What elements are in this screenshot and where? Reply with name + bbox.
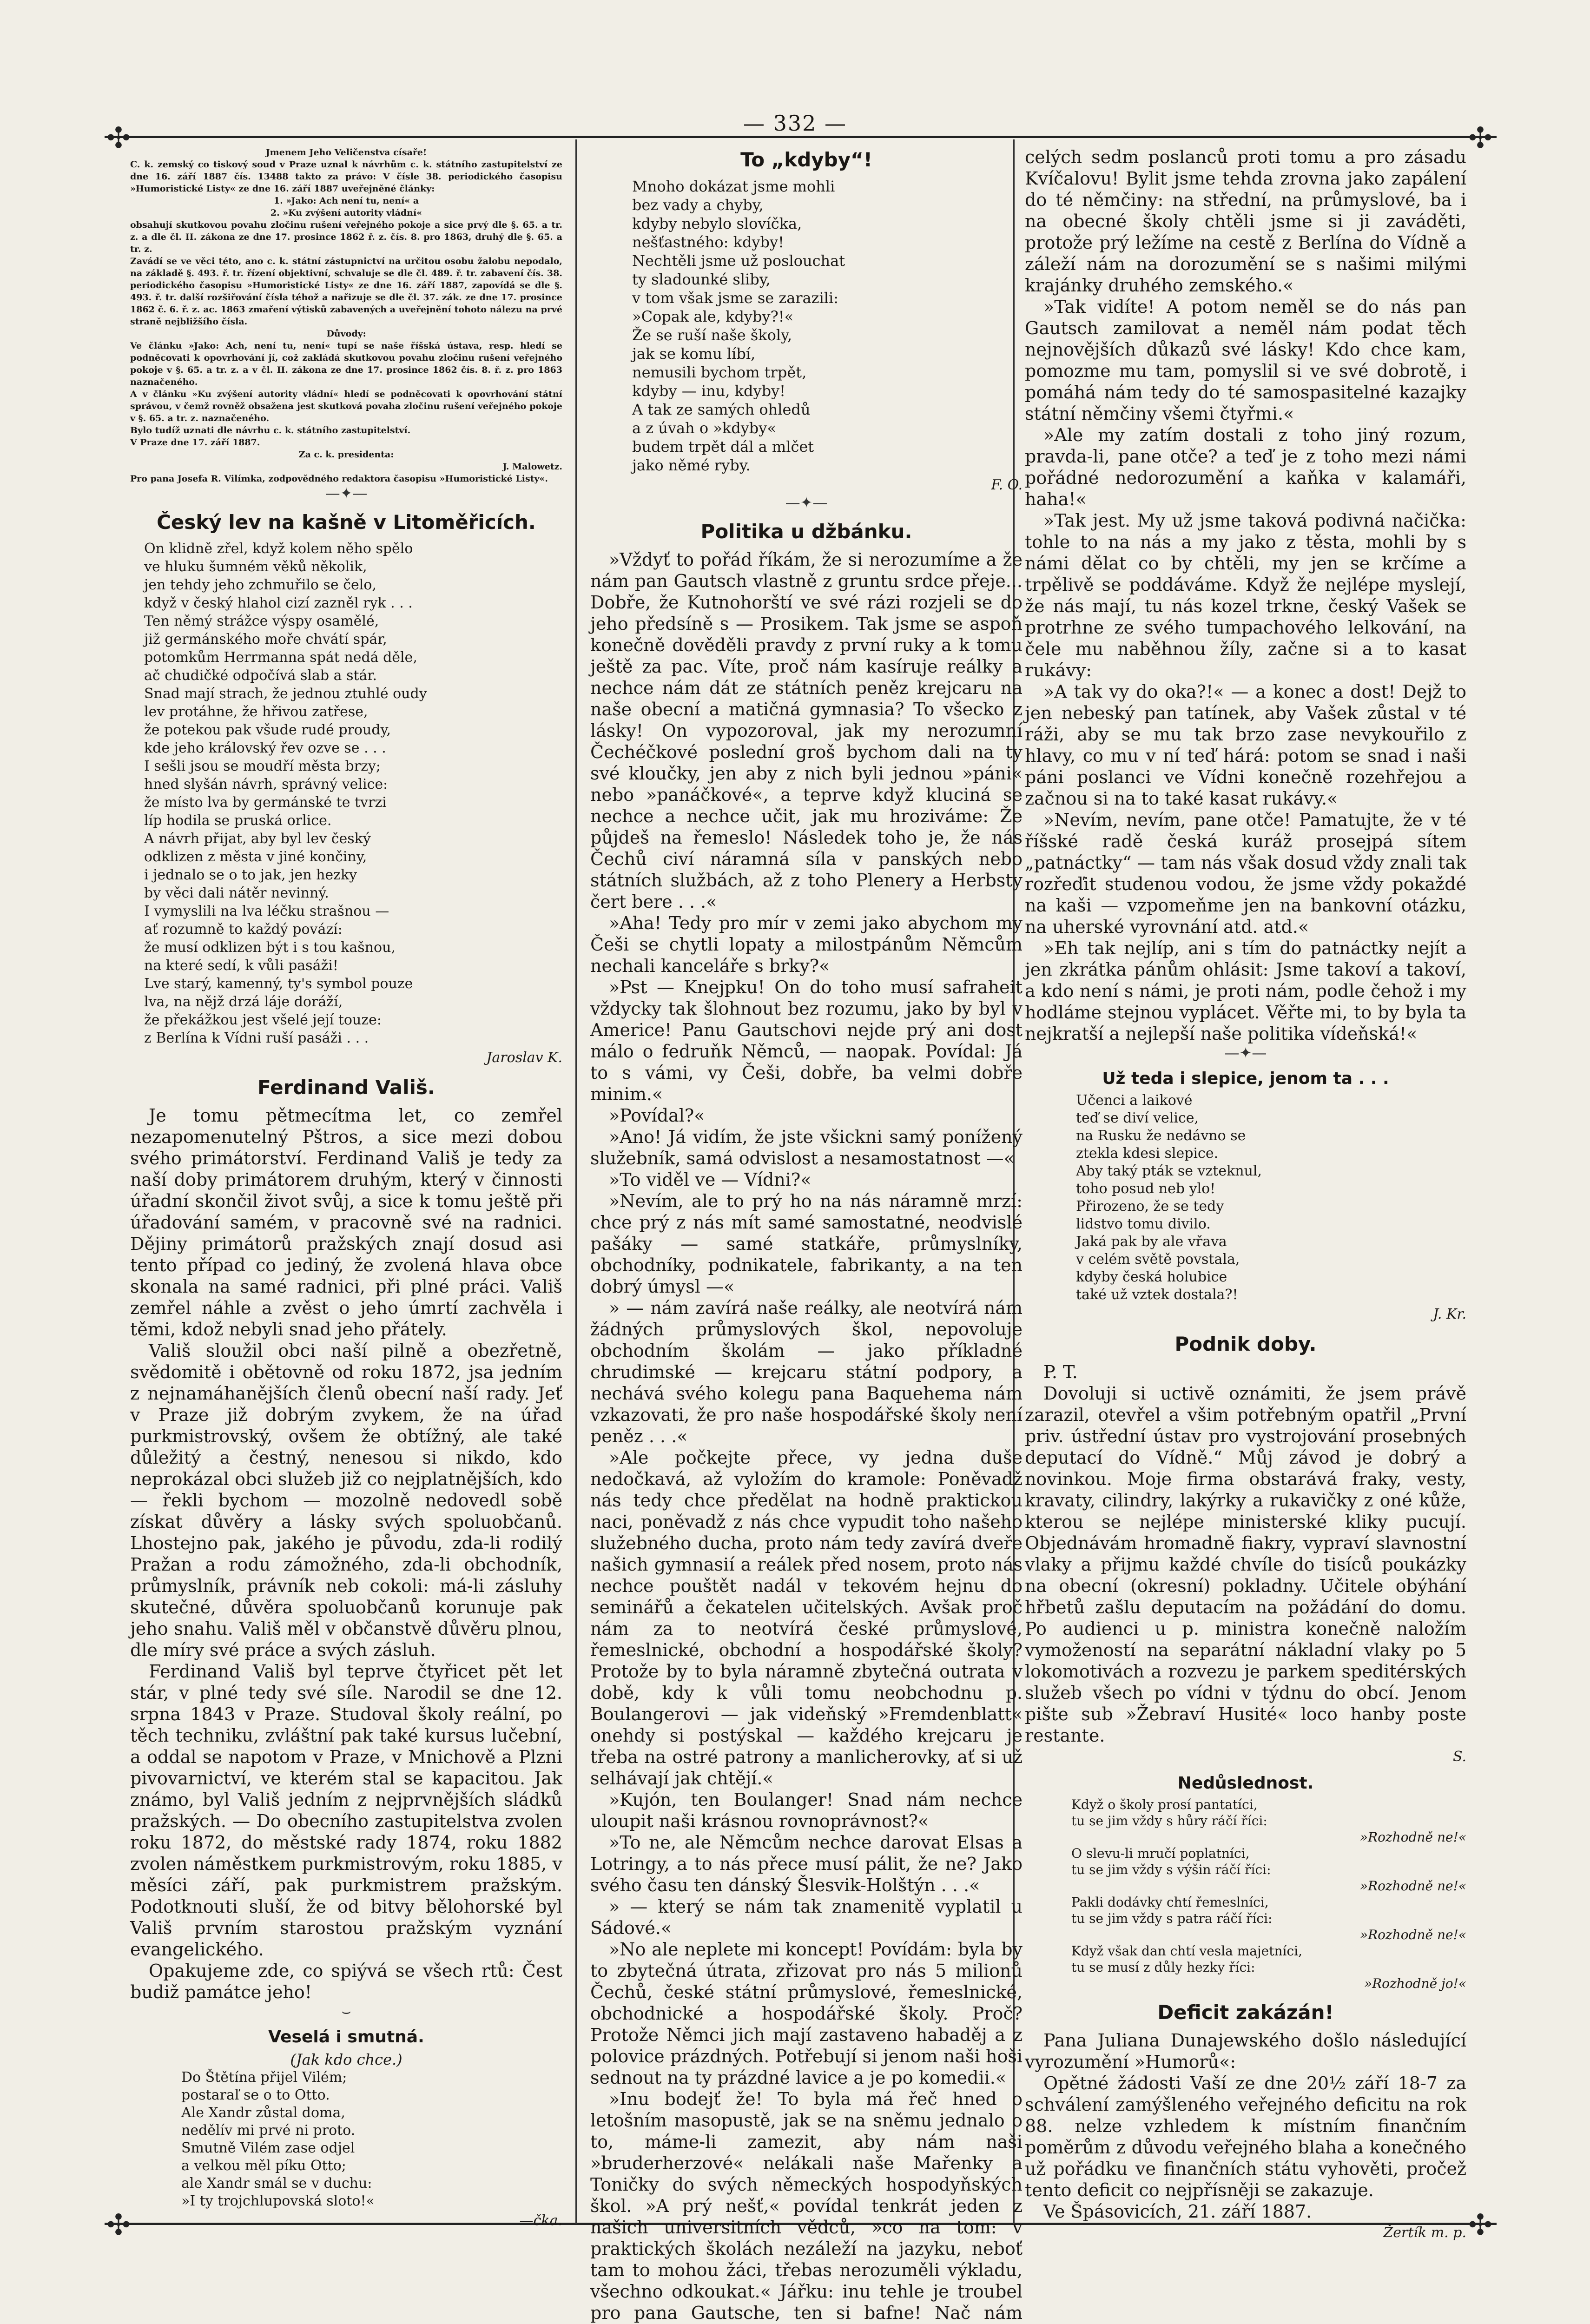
poem-line: tu se jim vždy s hůry ráčí říci:	[1071, 1813, 1267, 1829]
notice-paragraph: C. k. zemský co tiskový soud v Praze uznal k návrhům c. k. státního zastupitelství ze dne 16. září 1887 čís. 13488 takto za právo: V čísle 38. periodického časopisu »Humoristické Listy« ze dne 16. září 1887 uveřejněné články:	[130, 159, 562, 194]
article-title: To „kdyby“!	[740, 148, 872, 171]
poem-line: že potekou pak všude rudé proudy,	[144, 722, 391, 738]
poem-line: On klidně zřel, když kolem něho spělo	[144, 541, 413, 557]
paragraph: »Povídal?«	[609, 1105, 705, 1126]
paragraph: »Aha! Tedy pro mír v zemi jako abychom my Češi se chytli lopaty a milostpánům Němcům nechali kanceláře s brky?«	[590, 913, 1023, 976]
poem-line: A tak ze samých ohledů	[632, 401, 811, 418]
poem-refrain: »Rozhodně ne!«	[1359, 1878, 1466, 1894]
court-notice	[130, 146, 562, 485]
paragraph: »Ano! Já vidím, že jste všickni samý ponížený služebník, samá odvislost a nesamostatnost —«	[590, 1127, 1023, 1169]
paragraph: »To ne, ale Němcům nechce darovat Elsas a Lotringy, a to nás přece musí pálit, že ne? Jako svého času ten dánský Šlesvik-Holštýn . . .«	[590, 1832, 1023, 1895]
notice-paragraph: Ve článku »Jako: Ach, není tu, není« tupí se naše říšská ústava, resp. hledí se podněcovati k opovrhování jí, což zakládá skutkovou povahu zločinu rušení veřejného pokoje v §. 65. a tr. z. a v čl. II. zákona ze dne 17. prosince 1862 čís. 8. ř. z. pro 1863 naznačeného.	[130, 341, 562, 387]
paragraph: »Kujón, ten Boulanger! Snad nám nechce uloupit naši krásnou rovnoprávnost?«	[590, 1789, 1023, 1831]
poem-line: A návrh přijat, aby byl lev český	[144, 831, 371, 847]
poem-subtitle: (Jak kdo chce.)	[290, 2051, 402, 2068]
poem-line: líp hodila se pruská orlice.	[144, 812, 332, 829]
article-title: Už teda i slepice, jenom ta . . .	[1102, 1069, 1389, 1088]
article-title: Ferdinand Vališ.	[257, 1076, 435, 1099]
poem	[632, 177, 1023, 475]
notice-signature: J. Malowetz.	[502, 462, 562, 472]
poem-line: a z úvah o »kdyby«	[632, 419, 776, 437]
corner-ornament-icon: ✣	[1468, 121, 1492, 155]
paragraph: » — nám zavírá naše reálky, ale neotvírá nám žádných průmyslových škol, nepovoluje obchodním školám — jako příkladné chrudimské — krejcaru státní podpory, a nechává svého kolegu pana Baquehema nám vzkazovati, že pro naše hospodářské školy není peněz . . .«	[590, 1298, 1023, 1446]
poem-line: Přirozeno, že se tedy	[1076, 1198, 1224, 1215]
poem-line: Ale Xandr zůstal doma,	[181, 2105, 345, 2121]
poem-line: jen tehdy jeho zchmuřilo se čelo,	[144, 577, 376, 593]
signature: S.	[1452, 1749, 1466, 1765]
poem-line: ztekla kdesi slepice.	[1076, 1145, 1219, 1162]
poem-line: kdyby nebylo slovíčka,	[632, 215, 802, 232]
poem-line: postaraľ se o to Otto.	[181, 2087, 330, 2103]
article-title: Podnik doby.	[1174, 1333, 1317, 1355]
poem-line: z Berlína k Vídni ruší pasáži . . .	[144, 1030, 369, 1046]
paragraph: celých sedm poslanců proti tomu a pro zásadu Kvíčalovu! Bylit jsme tehda zrovna jako zapálení do té němčiny: na střední, na průmyslové, ba i na obecné školy chtěli jsme si ji zaváděti, protože prý ležíme na cestě z Berlína do Vídně a záleží nám na dorozumění se s našimi milými krajánky druhého zemského.«	[1025, 147, 1466, 296]
poem-line: v celém světě povstala,	[1076, 1251, 1240, 1268]
poem-author: J. Kr.	[1433, 1306, 1466, 1322]
poem-line: v tom však jsme se zarazili:	[632, 289, 839, 307]
poem	[181, 2069, 562, 2210]
paragraph: Opakujeme zde, co spiývá se všech rtů: Čest budiž památce jeho!	[130, 1961, 562, 2002]
paragraph: Pana Juliana Dunajewského došlo následující vyrozumění »Humorů«:	[1025, 2030, 1466, 2072]
poem	[1071, 1796, 1466, 1992]
poem-line: tu se jim vždy s patra ráčí říci:	[1071, 1911, 1273, 1926]
poem	[1076, 1092, 1466, 1304]
poem-line: nedělív mi prvé ni proto.	[181, 2122, 356, 2139]
poem-line: ve hluku šumném věků několik,	[144, 559, 367, 575]
notice-paragraph: A v článku »Ku zvýšení autority vládní« hledí se podněcovati k opovrhování státní správou, v čemž rovněž obsažena jest skutková povaha zločinu rušení veřejného pokoje v §. 65. a tr. z. naznačeného.	[130, 389, 562, 423]
notice-paragraph: Bylo tudíž uznati dle návrhu c. k. státního zastupitelství.	[130, 425, 411, 436]
column-right	[1025, 146, 1466, 2241]
poem-line: když v český hlahol cizí zazněl ryk . . .	[144, 595, 413, 611]
article-title: Politika u džbánku.	[700, 520, 912, 543]
separator-ornament-icon: —✦—	[325, 484, 368, 502]
poem-refrain: »Rozhodně ne!«	[1359, 1927, 1466, 1942]
paragraph: »A tak vy do oka?!« — a konec a dost! Dejž to jen nebeský pan tatínek, aby Vašek zůstal v té ráži, aby se mu tak brzo zase nevykouřilo z hlavy, co mu v ní teď hárá: potom se snad i naši páni poslanci ve Vídni konečně rozehřejou a začnou si na to také kasat rukávy.«	[1025, 681, 1466, 809]
article-title: Deficit zakázán!	[1157, 2001, 1334, 2024]
article-body	[590, 549, 1023, 2324]
paragraph: »To viděl ve — Vídni?«	[609, 1169, 811, 1190]
separator-ornament-icon: —✦—	[1224, 1044, 1267, 1062]
poem-author: Jaroslav K.	[486, 1050, 562, 1066]
poem-line: teď se diví velice,	[1076, 1110, 1199, 1126]
poem-line: ať rozumně to každý povází:	[144, 921, 343, 938]
poem-line: i jednalo se o to jak, jen hezky	[144, 867, 357, 883]
column-left	[130, 146, 562, 2229]
poem-line: tu se musí z důly hezky říci:	[1071, 1960, 1255, 1975]
notice-paragraph: Pro pana Josefa R. Vilímka, zodpovědného redaktora časopisu »Humoristické Listy«.	[130, 474, 548, 484]
top-rule	[105, 136, 1497, 138]
poem-line: Když však dan chtí vesla majetníci,	[1071, 1943, 1303, 1959]
poem-line: na které sedí, k vůli pasáži!	[144, 957, 338, 974]
paragraph: Ferdinand Vališ byl teprve čtyřicet pět let stár, v plné tedy své síle. Narodil se dne 12. srpna 1843 v Praze. Studoval školy reální, po těch techniku, zvláštní pak také kursus lučební, a oddal se napotom v Praze, v Mnichově a Plzni pivovarnictví, ve kterém stal se kapacitou. Jak známo, byl Vališ jedním z nejprvnějších sládků pražských. — Do obecního zastupitelstva zvolen roku 1872, do městské rady 1874, roku 1882 zvolen náměstkem purkmistrovým, roku 1885, v měsíci září, pak purkmistrem pražským. Podotknouti sluší, že od bitvy bělohorské byl Vališ prvním starostou pražským vyznání evangelického.	[130, 1661, 562, 1960]
poem-author: —čka.	[519, 2212, 562, 2229]
poem-line: a velkou měl píku Otto;	[181, 2158, 346, 2174]
poem-line: Jaká pak by ale vřava	[1076, 1234, 1227, 1250]
poem-line: bez vady a chyby,	[632, 196, 764, 214]
poem-line: I vymyslili na lva léčku strašnou —	[144, 903, 389, 919]
column-middle	[590, 146, 1023, 2323]
poem-refrain: »Rozhodně ne!«	[1359, 1829, 1466, 1845]
poem-line: kdyby — inu, kdyby!	[632, 382, 786, 400]
poem-line: Aby taký pták se vzteknul,	[1076, 1163, 1262, 1179]
poem-line: nemusili bychom trpět,	[632, 363, 807, 381]
poem-line: lev protáhne, že hřivou zatřese,	[144, 704, 368, 720]
page-number: — 332 —	[743, 111, 847, 136]
notice-paragraph: obsahují skutkovou povahu zločinu rušení veřejného pokoje a sice prvý dle §. 65. a tr. z. a dle čl. II. zákona ze dne 17. prosince 1862 ř. z. čís. 8. pro 1863, druhý dle §. 65. a tr. z.	[130, 220, 562, 254]
poem-line: Smutně Vilém zase odjel	[181, 2140, 355, 2156]
paragraph: »Inu bodejť že! To byla má řeč hned o letošním masopustě, jak se na sněmu jednalo o to, máme-li zamezit, aby nám naši »bruderherzové« nelákali naše Mařenky a Toničky do svých německých hospodyňských škol. »A prý nešť,« povídal tenkrát jeden z našich universitních vědců, »co na tom: v praktických školách nezáleží na jazyku, neboť tam to mohou žáci, třebas nerozuměli výkladu, všechno odkoukat.« Jářku: inu tehle je troubel pro pana Gautsche, ten si bafne! Nač nám	[590, 2089, 1023, 2323]
corner-ornament-icon: ✣	[106, 2208, 131, 2242]
paragraph: »No ale neplete mi koncept! Povídám: byla by to zbytečná útrata, zřizovat pro nás 5 milionů Čechů, české státní průmyslové, řemeslnické, obchodnické a hospodářské školy. Proč? Protože Němci jich mají zastaveno habaděj a z polovice prázdných. Potřebují si jenom naši hoši sednout na ty prázdné lavice a je po komedii.«	[590, 1939, 1023, 2088]
poem-line: Snad mají strach, že jednou ztuhlé oudy	[144, 686, 427, 702]
poem-line: potomkům Herrmanna spát nedá děle,	[144, 649, 417, 666]
article-body-continued	[1025, 146, 1466, 1044]
poem-author: F. O.	[991, 477, 1023, 493]
paragraph: »Vždyť to pořád říkám, že si nerozumíme a že nám pan Gautsch vlastně z gruntu srdce přeje... Dobře, že Kutnohorští ve své rázi rozjeli se do jeho předsíně s — Prosikem. Tak jsme se aspoň konečně dověděli pravdy z první ruky a k tomu ještě za pac. Víte, proč nám kasíruje reálky a nechce nám dát ze státních peněz krejcaru na naše obecní a matičná gymnasia? To všecko z lásky! On vypozoroval, jak my nerozumní Čechéčkové poslední groš bychom dali na ty své kloučky, jen aby z nich byli jednou »páni« nebo »panáčkové«, a teprve když kluciná se nechce a nechce učit, jak mu hroziváme: Že půjdeš na řemeslo! Následek toho je, že nás Čechů civí náramná síla v panských nebo státních službách, až z toho Plenery a Herbsty čert bere . . .«	[590, 549, 1023, 912]
article-body	[130, 1105, 562, 2003]
column-divider	[575, 139, 577, 2224]
poem-refrain: »Rozhodně jo!«	[1364, 1976, 1466, 1991]
poem-line: tu se jim vždy s výšin ráčí říci:	[1071, 1862, 1271, 1877]
paragraph: Dovoluji si uctivě oznámiti, že jsem právě zarazil, otevřel a všim potřebným opatřil „První priv. ústřední ústav pro vystrojování prosebných deputací do Vídně.“ Můj závod je dobrý a novinkou. Moje firma obstarává fraky, vesty, kravaty, cilindry, lakýrky a rukavičky z oné kůže, kterou se nejlépe ministerské kliky pucují. Objednávám hromadně fiakry, vypraví slavnostní vlaky a přijmu každé chvíle do tisíců poukázky na obecní (okresní) pokladny. Učitele obýhání hřbetů zašlu deputacím na požádání do domu. Po audienci u p. ministra konečně naložím vymožeností na separátní nákladní vlaky po 5 lokomotivách a rozvezu je parkem speditérských služeb všech po vídni v týdnu do obcí. Jenom pište sub »Žebraví Husité« loco hanby poste restante.	[1025, 1383, 1466, 1746]
notice-heading: Důvody:	[326, 329, 366, 339]
notice-item: 2. »Ku zvýšení autority vládní«	[270, 208, 422, 218]
poem-line: také už vztek dostala?!	[1076, 1287, 1238, 1303]
poem-line: O slevu-li mručí poplatníci,	[1071, 1846, 1250, 1861]
notice-paragraph: Za c. k. presidenta:	[298, 449, 394, 460]
poem	[144, 540, 562, 1047]
poem-line: odklizen z města v jiné končiny,	[144, 849, 367, 865]
poem-line: by věci dali nátěr nevinný.	[144, 885, 329, 901]
poem-line: jak se komu líbí,	[632, 345, 756, 363]
poem-line: že musí odklizen být i s tou kašnou,	[144, 939, 396, 956]
poem-line: Učenci a laikové	[1076, 1092, 1193, 1109]
poem-line: Pakli dodávky chtí řemeslníci,	[1071, 1895, 1269, 1910]
paragraph: Vališ sloužil obci naší pilně a obezřetně, svědomitě i obětovně od roku 1872, jsa jedním z nejnamáhanějších členů obecní naší rady. Jeť v Praze již dobrým zvykem, že na úřad purkmistrovský, ovšem že obtížný, ale také důležitý a čestný, nenesou si nikdo, kdo neprokázal obci služeb již co nejplatnějších, kdo — řekli bychom — mozolně nedovedl sobě získat důvěry a lásky svých spoluobčanů. Lhostejno pak, jakého je původu, zda-li rodilý Pražan a rodu zámožného, zda-li obchodník, průmyslník, právník neb cokoli: má-li zásluhy skutečné, důvěra spoluobčanů korunuje pak jeho snahu. Vališ měl v občanstvě důvěru plnou, dle míry své práce a svých zásluh.	[130, 1340, 562, 1660]
poem-line: ač chudičké odpočívá slab a stár.	[144, 667, 377, 684]
notice-item: 1. »Jako: Ach není tu, není« a	[273, 196, 419, 206]
paragraph: »Tak jest. My už jsme taková podivná načička: tohle to na nás a my jako z těsta, mohli by s námi dělat co by chtěli, my jen se krčíme a trpělivě se poddáváme. Když že nejlépe myslejí, že nás mají, tu nás kozel trkne, český Vašek se protrhne ze svého tumpachového lelkování, na čele mu naběhnou žíly, začne si a to kasat rukávy:	[1025, 510, 1466, 680]
article-title: Český lev na kašně v Litoměřicích.	[157, 511, 536, 534]
paragraph: »Pst — Knejpku! On do toho musí safraheit vždycky tak šlohnout bez rozumu, jako by byl v Americe! Panu Gautschovi nejde prý ani dost málo o fedruňk Němců, — naopak. Povídal: Já to s vámi, vy Češi, dobře, ba velmi dobře minim.«	[590, 977, 1023, 1104]
poem-line: Nechtěli jsme už poslouchat	[632, 252, 845, 270]
paragraph: »Tak vidíte! A potom neměl se do nás pan Gautsch zamilovat a neměl nám podat těch nejnovějších důkazů své lásky! Kdo chce kam, pomozme mu tam, pomyslil si ve své dobrotě, i pomáhá nám tedy do té samospasitelné kazajky státní němčiny všemi čtyřmi.«	[1025, 297, 1466, 424]
poem-line: lva, na nějž drzá láje doráží,	[144, 994, 343, 1010]
poem-line: I sešli jsou se moudří města brzy;	[144, 758, 381, 774]
poem-line: Když o školy prosí pantatíci,	[1071, 1797, 1258, 1812]
paragraph: Opětné žádosti Vaší ze dne 20½ září 18-7 za schválení zamýšleného veřejného deficitu na rok 88. nelze vzhledem k místním finančním poměrům z důvodu veřejného blaha a konečného už pořádku ve finančních státu vyhověti, pročež tento deficit co nejpřísněji se zakazuje.	[1025, 2073, 1466, 2200]
corner-ornament-icon: ✣	[1468, 2208, 1492, 2242]
poem-line: »I ty trojchlupovská sloto!«	[181, 2193, 375, 2209]
notice-paragraph: Zavádí se ve věci této, ano c. k. státní zástupnictví na určitou osobu žalobu nepodalo, na základě §. 493. ř. tr. řízení objektivní, schvaluje se dle čl. 489. ř. tr. zabavení čís. 38. periodického časopisu »Humoristické Listy« ze dne 16. září 1887, zapovídá se dle §. 493. ř. tr. další rozšiřování čísla téhož a nařizuje se dle čl. 37. zák. ze dne 17. prosince 1862 č. 6. ř. z. ac. 1863 zmaření výtisků zabavených a uveřejnění tohoto nálezu na prvé straně nejbližšího čísla.	[130, 256, 562, 327]
signature: Žertík m. p.	[1383, 2225, 1466, 2241]
poem-line: toho posud neb ylo!	[1076, 1181, 1216, 1197]
poem-line: že místo lva by germánské te tvrzi	[144, 794, 387, 811]
poem-line: lidstvo tomu divilo.	[1076, 1216, 1211, 1232]
poem-line: ale Xandr smál se v duchu:	[181, 2175, 372, 2192]
notice-paragraph: V Praze dne 17. září 1887.	[130, 437, 260, 448]
poem-line: Lve starý, kamenný, ty's symbol pouze	[144, 976, 413, 992]
notice-title: Jmenem Jeho Veličenstva císaře!	[265, 147, 427, 158]
paragraph: »Nevím, ale to prý ho na nás náramně mrzí: chce prý z nás mít samé samostatné, neodvislé pašáky — samé statkáře, průmyslníky, obchodníky, podnikatele, fabrikanty, a na ten dobrý úmysl —«	[590, 1191, 1023, 1297]
article-body	[1025, 2030, 1466, 2222]
paragraph: »Ale my zatím dostali z toho jiný rozum, pravda-li, pane otče? a teď je z toho mezi námi pořádné nedorozumění a kaňka v kalamáři, haha!«	[1025, 425, 1466, 509]
poem-line: nešťastného: kdyby!	[632, 233, 784, 251]
dateline: Ve Špásovicích, 21. září 1887.	[1043, 2201, 1312, 2222]
poem-line: Ten němý strážce výspy osamělé,	[144, 613, 379, 629]
salutation: P. T.	[1043, 1362, 1078, 1382]
paragraph: »Nevím, nevím, pane otče! Pamatujte, že v té říšské radě česká kuráž prosejpá sítem „patnáctky“ — tam nás však dosud vždy znali tak rozřeďit studenou vodou, že jsme vždy pokaždé na kaši — vzpomeňme jen na bankovní otázku, na uherské vyrovnání atd. atd.«	[1025, 810, 1466, 937]
poem-line: na Rusku že nedávno se	[1076, 1128, 1246, 1144]
poem-line: kdyby česká holubice	[1076, 1269, 1227, 1285]
separator-ornament-icon: ⌣	[341, 2002, 351, 2020]
poem-line: Že se ruší naše školy,	[632, 326, 792, 344]
corner-ornament-icon: ✣	[106, 121, 131, 155]
paragraph: » — který se nám tak znamenitě vyplatil u Sádové.«	[590, 1896, 1023, 1938]
paragraph: Je tomu pětmecítma let, co zemřel nezapomenutelný Pštros, a sice mezi dobou svého primátorství. Ferdinand Vališ je tedy za naší doby primátorem druhým, který v činnosti úřadní skončil život svůj, a sice k tomu ještě při úřadování samém, v pracovně své na radnici. Dějiny primátorů pražských znají dosud asi tento případ co jediný, že zvolená hlava obce skonala na samé radnici, při plné práci. Vališ zemřel náhle a zvěst o jeho úmrtí zachvěla i těmi, kdož nebyli snad jeho přátely.	[130, 1105, 562, 1340]
poem-line: hned slyšán návrh, správný velice:	[144, 776, 388, 792]
paragraph: »Ale počkejte přece, vy jedna duše nedočkavá, až vyložím do kramole: Poněvadž nás tedy chce předělat na hodně praktickou naci, poněvadž z nás chce vypudit toho našeho služebného ducha, proto nám tedy zavírá dveře našich gymnasií a reálek před nosem, proto nás nechce pouštět nadál v tekovém hejnu do seminářů a čekatelen učitelských. Avšak proč nám za to neotvírá české průmyslové, řemeslnické, obchodní a hospodářské školy? Protože by to byla náramně zbytečná outrata v době, kdy k vůli tomu neobchodnu p. Boulangerovi — jak videňský »Fremdenblatt« onehdy si postýskal — každého krejcaru je třeba na ostré patrony a manlicherovky, ať si už selhávají jak chtějí.«	[590, 1447, 1023, 1789]
poem-line: Do Štětína přijel Vilém;	[181, 2069, 347, 2086]
paragraph: »Eh tak nejlíp, ani s tím do patnáctky nejít a jen zkrátka pánům ohlásit: Jsme takoví a takoví, a kdo není s námi, je proti nám, podle čehož i my hodláme stejnou vyplácet. Věřte mi, to by byla ta nejkratší a nejlepší naše politika vídeňská!«	[1025, 938, 1466, 1044]
poem-line: ty sladounké sliby,	[632, 271, 771, 288]
poem-line: »Copak ale, kdyby?!«	[632, 308, 794, 325]
poem-line: již germánského moře chvátí spár,	[144, 631, 387, 647]
article-body	[1025, 1361, 1466, 1746]
poem-line: budem trpět dál a mlčet	[632, 438, 814, 456]
poem-line: že překážkou jest všelé její touze:	[144, 1012, 382, 1028]
poem-line: jako němé ryby.	[632, 456, 751, 474]
article-title: Nedůslednost.	[1177, 1774, 1314, 1793]
poem-line: Mnoho dokázat jsme mohli	[632, 178, 835, 195]
poem-line: kde jeho královský řev ozve se . . .	[144, 740, 386, 756]
separator-ornament-icon: —✦—	[785, 494, 828, 511]
article-title: Veselá i smutná.	[268, 2027, 424, 2047]
